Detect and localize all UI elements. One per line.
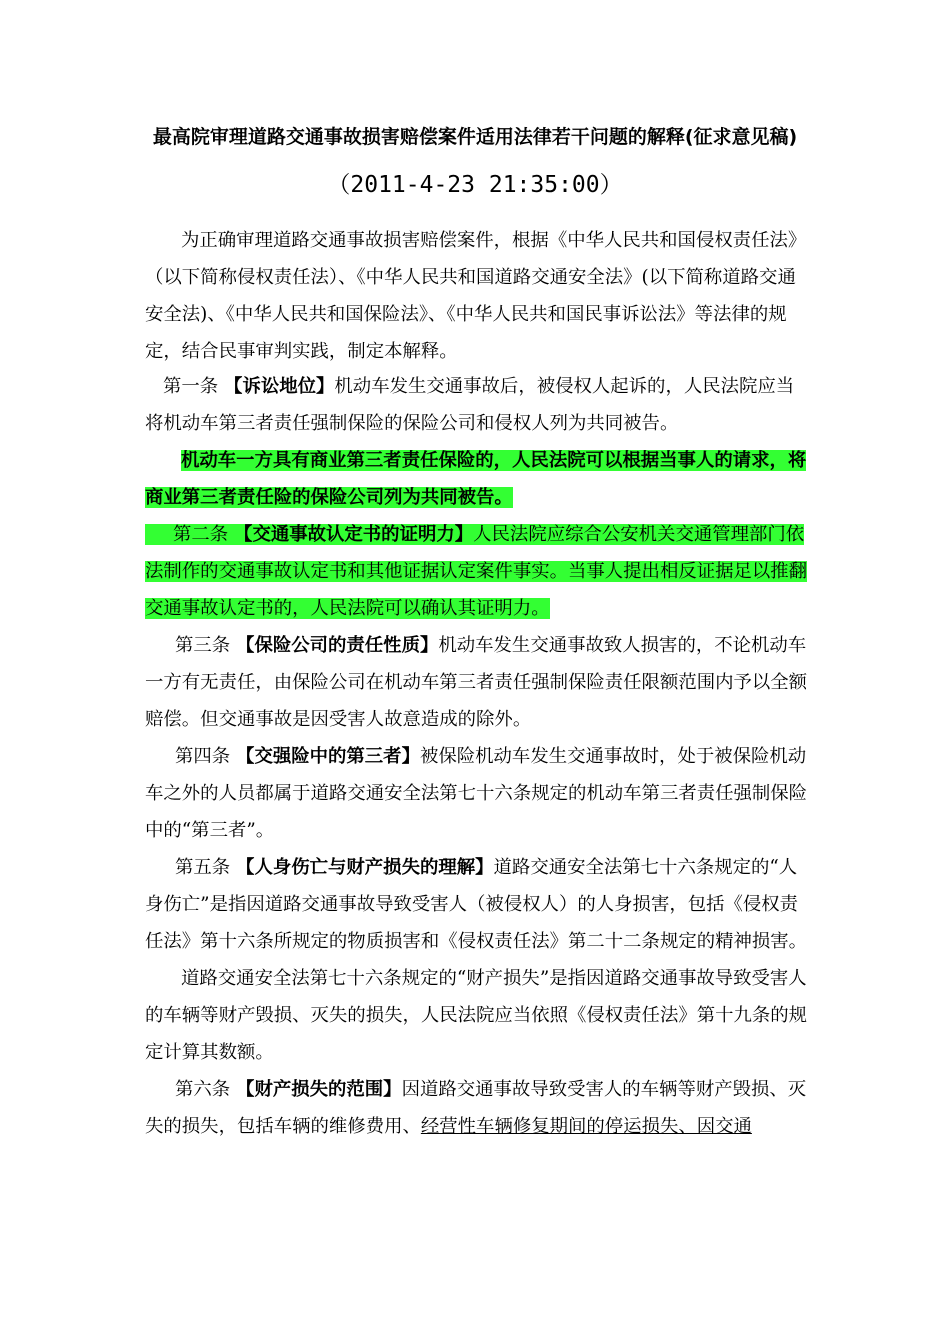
intro-text: 为正确审理道路交通事故损害赔偿案件，根据《中华人民共和国侵权责任法》（以下简称侵权责任法）、《中华人民共和国道路交通安全法》(以下简称道路交通安全法)、《中华人民共和国保险法》、《中华人民共和国民事诉讼法》等法律的规定，结合民事审判实践，制定本解释。	[145, 230, 807, 362]
article-2-text: 人民法院应综合公安机关交通管理部门依法制作的交通事故认定书和其他证据认定案件事实。当事人提出相反证据足以推翻交通事故认定书的，人民法院可以确认其证明力。	[145, 524, 808, 619]
article-3-heading: 【保险公司的责任性质】	[236, 635, 439, 656]
article-3-paragraph	[145, 627, 810, 738]
article-6-heading: 【财产损失的范围】	[236, 1079, 402, 1100]
article-5-heading: 【人身伤亡与财产损失的理解】	[236, 857, 494, 878]
article-6-number: 第六条	[175, 1079, 231, 1100]
article-2-heading: 【交通事故认定书的证明力】	[234, 524, 474, 545]
article-1-number: 第一条	[163, 376, 219, 397]
article-5-paragraph	[145, 849, 810, 960]
article-1-text: 机动车发生交通事故后，被侵权人起诉的，人民法院应当将机动车第三者责任强制保险的保险公司和侵权人列为共同被告。	[145, 376, 795, 434]
article-1-paragraph	[145, 368, 810, 442]
article-3-number: 第三条	[175, 635, 231, 656]
intro-paragraph	[145, 222, 810, 370]
article-4-text: 被保险机动车发生交通事故时，处于被保险机动车之外的人员都属于道路交通安全法第七十六条规定的机动车第三者责任强制保险中的“第三者”。	[145, 746, 808, 841]
article-4-number: 第四条	[175, 746, 231, 767]
article-5-text: 道路交通安全法第七十六条规定的“人身伤亡”是指因道路交通事故导致受害人（被侵权人）的人身损害，包括《侵权责任法》第十六条所规定的物质损害和《侵权责任法》第二十二条规定的精神损害。	[145, 857, 808, 952]
article-5-number: 第五条	[175, 857, 231, 878]
article-4-heading: 【交强险中的第三者】	[236, 746, 420, 767]
article-3-text: 机动车发生交通事故致人损害的，不论机动车一方有无责任，由保险公司在机动车第三者责任强制保险责任限额范围内予以全额赔偿。但交通事故是因受害人故意造成的除外。	[145, 635, 808, 730]
document-datetime: （2011-4-23 21:35:00）	[327, 172, 623, 198]
article-5-clause-2-text: 道路交通安全法第七十六条规定的“财产损失”是指因道路交通事故导致受害人的车辆等财产毁损、灭失的损失，人民法院应当依照《侵权责任法》第十九条的规定计算其数额。	[145, 968, 808, 1063]
article-6-paragraph	[145, 1071, 810, 1145]
document-body	[145, 222, 810, 1145]
article-2-number: 第二条	[173, 524, 229, 545]
article-6-underlined-text: 经营性车辆修复期间的停运损失、因交通	[420, 1116, 752, 1137]
article-4-paragraph	[145, 738, 810, 849]
article-2-paragraph	[145, 516, 810, 627]
article-1-clause-2-paragraph	[145, 442, 810, 516]
article-6-text: 因道路交通事故导致受害人的车辆等财产毁损、灭失的损失，包括车辆的维修费用、	[145, 1079, 807, 1137]
document-title: 最高院审理道路交通事故损害赔偿案件适用法律若干问题的解释(征求意见稿)	[152, 126, 798, 148]
article-1-clause-2-text: 机动车一方具有商业第三者责任保险的，人民法院可以根据当事人的请求，将商业第三者责任险的保险公司列为共同被告。	[145, 450, 807, 508]
article-1-heading: 【诉讼地位】	[224, 376, 335, 397]
article-5-clause-2-paragraph	[145, 960, 810, 1071]
